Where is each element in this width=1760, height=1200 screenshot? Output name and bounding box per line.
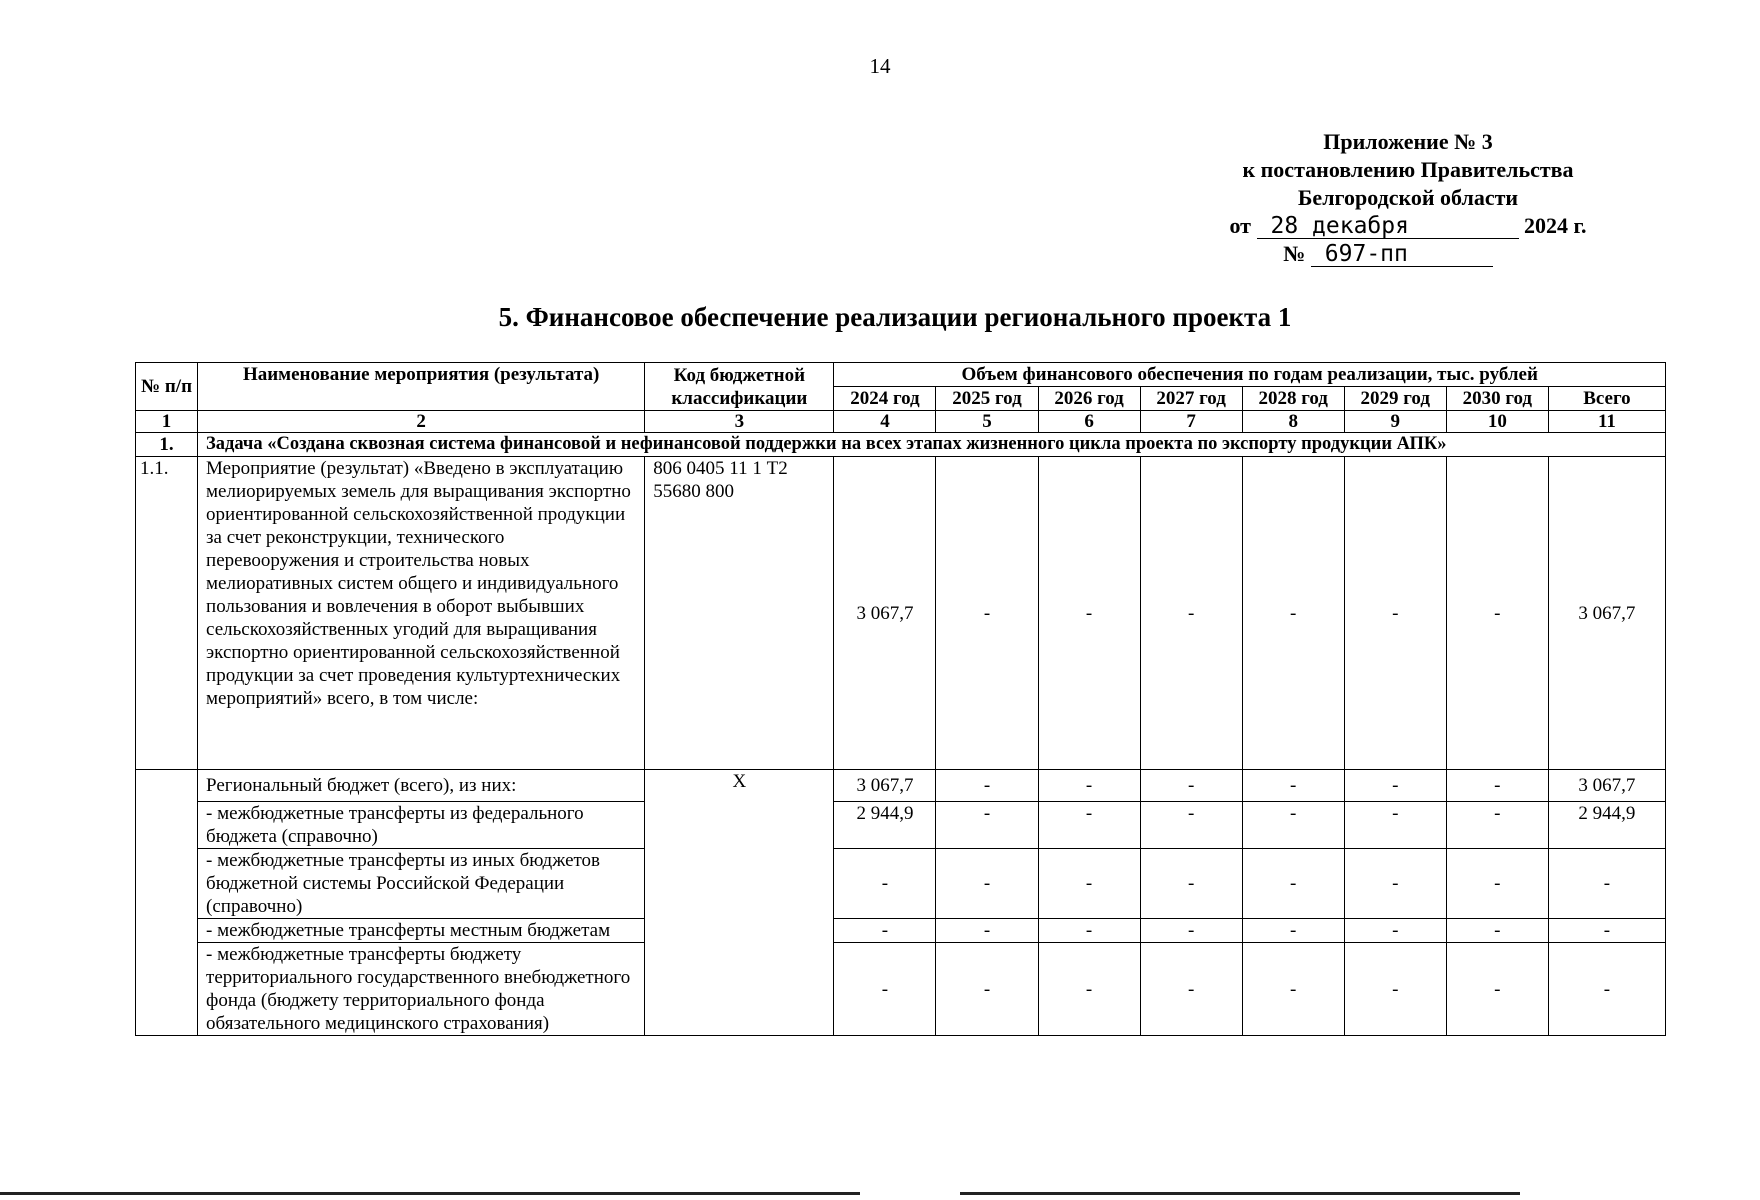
task-row bbox=[136, 433, 1666, 457]
budget-value: - bbox=[1038, 919, 1140, 943]
budget-value: 3 067,7 bbox=[834, 770, 936, 802]
header-year: 2024 год bbox=[834, 387, 936, 411]
budget-row bbox=[136, 943, 1666, 1036]
budget-value: - bbox=[936, 770, 1038, 802]
task-text: Задача «Создана сквозная система финансовой и нефинансовой поддержки на всех этапах жизненного цикла проекта по экспорту продукции АПК» bbox=[198, 433, 1666, 457]
date-value: 28 декабря bbox=[1257, 214, 1519, 239]
event-value: 3 067,7 bbox=[834, 457, 936, 770]
budget-value: - bbox=[1446, 919, 1548, 943]
budget-value: - bbox=[936, 943, 1038, 1036]
budget-value: - bbox=[1140, 943, 1242, 1036]
event-value: - bbox=[1140, 457, 1242, 770]
scan-edge-line bbox=[960, 1192, 1520, 1195]
budget-code-x: Х bbox=[645, 770, 834, 1036]
budget-row bbox=[136, 770, 1666, 802]
budget-total: 3 067,7 bbox=[1548, 770, 1665, 802]
event-value: - bbox=[936, 457, 1038, 770]
budget-value: - bbox=[1140, 802, 1242, 849]
budget-value: - bbox=[1242, 802, 1344, 849]
event-row bbox=[136, 457, 1666, 770]
budget-total: - bbox=[1548, 849, 1665, 919]
header-total: Всего bbox=[1548, 387, 1665, 411]
budget-value: 2 944,9 bbox=[834, 802, 936, 849]
budget-value: - bbox=[1140, 770, 1242, 802]
budget-value: - bbox=[1344, 943, 1446, 1036]
budget-value: - bbox=[1038, 770, 1140, 802]
budget-value: - bbox=[1242, 919, 1344, 943]
header-code: Код бюджетной классификации bbox=[645, 363, 834, 411]
header-num: № п/п bbox=[136, 363, 198, 411]
column-index: 10 bbox=[1446, 411, 1548, 433]
header-volume: Объем финансового обеспечения по годам реализации, тыс. рублей bbox=[834, 363, 1666, 387]
header-year: 2027 год bbox=[1140, 387, 1242, 411]
event-value: - bbox=[1038, 457, 1140, 770]
budget-row bbox=[136, 849, 1666, 919]
header-year: 2028 год bbox=[1242, 387, 1344, 411]
number-value: 697-пп bbox=[1311, 242, 1493, 267]
budget-value: - bbox=[834, 849, 936, 919]
scan-edge-line bbox=[0, 1192, 860, 1195]
financing-table bbox=[135, 362, 1666, 1036]
page-number: 14 bbox=[869, 54, 891, 78]
appendix-title: Приложение № 3 bbox=[1323, 129, 1493, 154]
column-index: 6 bbox=[1038, 411, 1140, 433]
appendix-resolution: к постановлению Правительства bbox=[1242, 157, 1574, 182]
budget-value: - bbox=[1242, 770, 1344, 802]
budget-row-name: - межбюджетные трансферты бюджету территориального государственного внебюджетного фонда (бюджету территориального фонда обязательного медицинского страхования) bbox=[198, 943, 645, 1036]
event-total: 3 067,7 bbox=[1548, 457, 1665, 770]
date-prefix: от bbox=[1229, 213, 1251, 238]
budget-value: - bbox=[1446, 770, 1548, 802]
column-index-row bbox=[136, 411, 1666, 433]
budget-value: - bbox=[834, 943, 936, 1036]
budget-value: - bbox=[936, 802, 1038, 849]
budget-value: - bbox=[1446, 849, 1548, 919]
column-index: 11 bbox=[1548, 411, 1665, 433]
event-value: - bbox=[1344, 457, 1446, 770]
column-index: 1 bbox=[136, 411, 198, 433]
empty-num-cell bbox=[136, 770, 198, 1036]
budget-value: - bbox=[1344, 919, 1446, 943]
budget-value: - bbox=[1446, 802, 1548, 849]
budget-value: - bbox=[1038, 802, 1140, 849]
header-year: 2025 год bbox=[936, 387, 1038, 411]
budget-value: - bbox=[936, 849, 1038, 919]
budget-row-name: - межбюджетные трансферты из федерального бюджета (справочно) bbox=[198, 802, 645, 849]
event-value: - bbox=[1446, 457, 1548, 770]
budget-total: - bbox=[1548, 943, 1665, 1036]
budget-value: - bbox=[1242, 849, 1344, 919]
budget-value: - bbox=[936, 919, 1038, 943]
appendix-date-row bbox=[1178, 212, 1638, 240]
header-year: 2026 год bbox=[1038, 387, 1140, 411]
column-index: 9 bbox=[1344, 411, 1446, 433]
header-name: Наименование мероприятия (результата) bbox=[198, 363, 645, 411]
header-year: 2030 год bbox=[1446, 387, 1548, 411]
appendix-region: Белгородской области bbox=[1297, 185, 1519, 210]
appendix-block bbox=[1178, 128, 1638, 268]
column-index: 3 bbox=[645, 411, 834, 433]
column-index: 2 bbox=[198, 411, 645, 433]
number-prefix: № bbox=[1283, 241, 1306, 266]
budget-value: - bbox=[1140, 919, 1242, 943]
budget-value: - bbox=[1140, 849, 1242, 919]
budget-value: - bbox=[1446, 943, 1548, 1036]
date-suffix: 2024 г. bbox=[1524, 213, 1587, 238]
budget-total: 2 944,9 bbox=[1548, 802, 1665, 849]
budget-total: - bbox=[1548, 919, 1665, 943]
column-index: 8 bbox=[1242, 411, 1344, 433]
budget-value: - bbox=[1038, 943, 1140, 1036]
section-title: 5. Финансовое обеспечение реализации регионального проекта 1 bbox=[498, 302, 1292, 332]
budget-row bbox=[136, 802, 1666, 849]
event-num: 1.1. bbox=[136, 457, 198, 770]
budget-row-name: - межбюджетные трансферты местным бюджетам bbox=[198, 919, 645, 943]
task-num: 1. bbox=[136, 433, 198, 457]
budget-value: - bbox=[1344, 802, 1446, 849]
appendix-number-row bbox=[1138, 240, 1638, 268]
budget-value: - bbox=[1242, 943, 1344, 1036]
budget-row-name: - межбюджетные трансферты из иных бюджетов бюджетной системы Российской Федерации (справочно) bbox=[198, 849, 645, 919]
event-code: 806 0405 11 1 Т2 55680 800 bbox=[645, 457, 834, 770]
budget-value: - bbox=[1038, 849, 1140, 919]
column-index: 7 bbox=[1140, 411, 1242, 433]
budget-value: - bbox=[1344, 849, 1446, 919]
event-name: Мероприятие (результат) «Введено в эксплуатацию мелиорируемых земель для выращивания экспортно ориентированной сельскохозяйственной продукции за счет реконструкции, технического перевооружения и строительства новых мелиоративных систем общего и индивидуального пользования и вовлечения в оборот выбывших сельскохозяйственных угодий для выращивания экспортно ориентированной сельскохозяйственной продукции за счет проведения культуртехнических мероприятий» всего, в том числе: bbox=[198, 457, 645, 770]
header-year: 2029 год bbox=[1344, 387, 1446, 411]
budget-row bbox=[136, 919, 1666, 943]
budget-row-name: Региональный бюджет (всего), из них: bbox=[198, 770, 645, 802]
column-index: 5 bbox=[936, 411, 1038, 433]
budget-value: - bbox=[1344, 770, 1446, 802]
column-index: 4 bbox=[834, 411, 936, 433]
event-value: - bbox=[1242, 457, 1344, 770]
budget-value: - bbox=[834, 919, 936, 943]
